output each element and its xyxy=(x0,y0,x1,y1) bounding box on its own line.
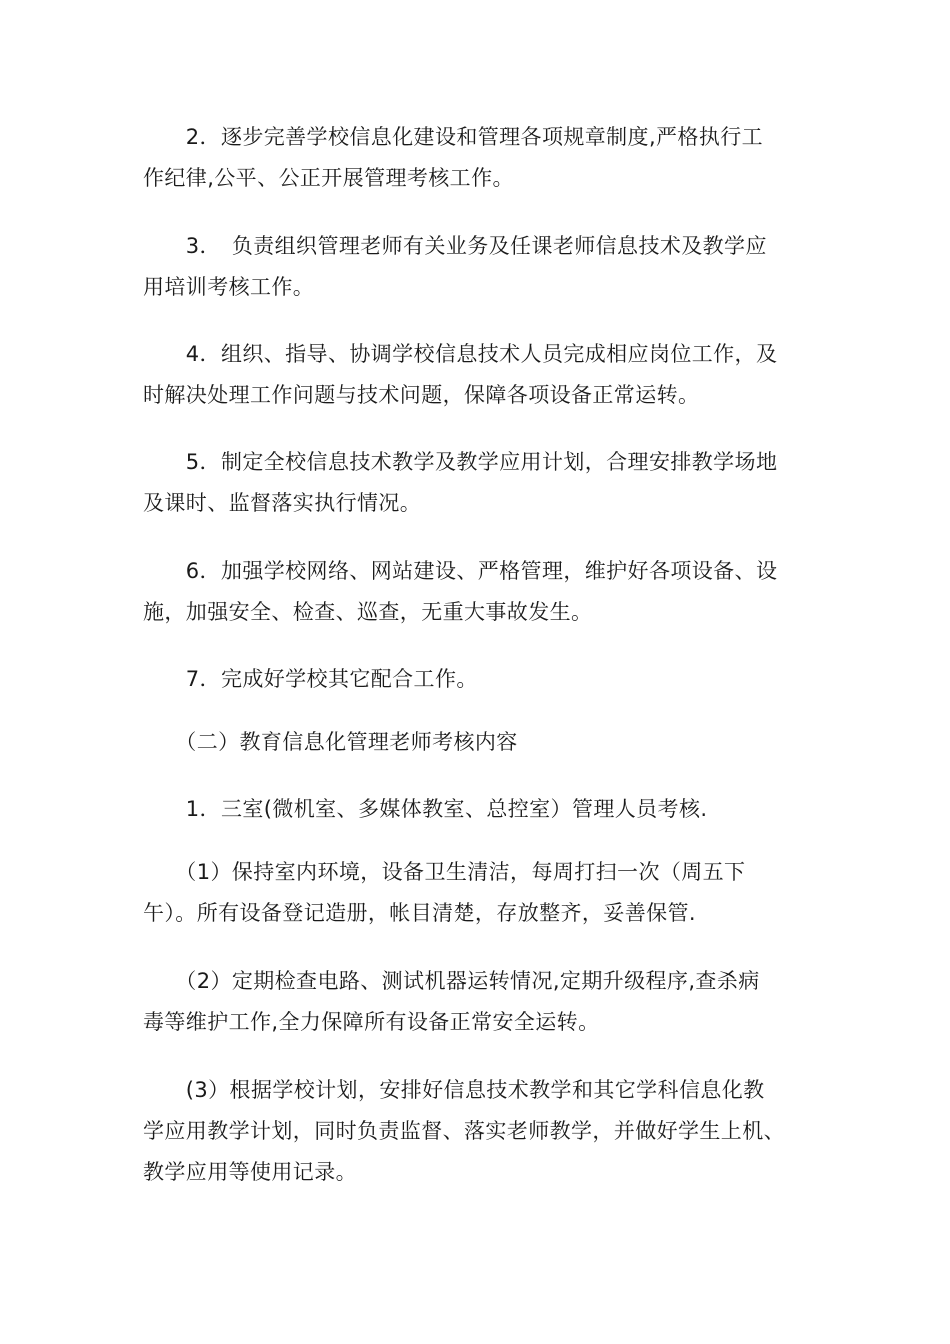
paragraph-line: 时解决处理工作问题与技术问题，保障各项设备正常运转。 xyxy=(143,383,700,407)
paragraph-line: 毒等维护工作,全力保障所有设备正常安全运转。 xyxy=(143,1010,600,1034)
paragraph-line: 4．组织、指导、协调学校信息技术人员完成相应岗位工作，及 xyxy=(143,342,778,366)
paragraph-line: （1）保持室内环境，设备卫生清洁，每周打扫一次（周五下 xyxy=(143,860,746,884)
paragraph-line: 7．完成好学校其它配合工作。 xyxy=(143,667,478,691)
paragraph-5 xyxy=(143,442,823,524)
paragraph-line: 1．三室(微机室、多媒体教室、总控室）管理人员考核. xyxy=(143,797,708,821)
paragraph-4 xyxy=(143,334,823,416)
paragraph-7 xyxy=(143,659,823,700)
paragraph-line: 6．加强学校网络、网站建设、严格管理，维护好各项设备、设 xyxy=(143,559,778,583)
paragraph-line: 2．逐步完善学校信息化建设和管理各项规章制度,严格执行工 xyxy=(143,125,764,149)
paragraph-line: 及课时、监督落实执行情况。 xyxy=(143,491,422,515)
paragraph-line: (3）根据学校计划，安排好信息技术教学和其它学科信息化教 xyxy=(143,1078,765,1102)
paragraph-line: 作纪律,公平、公正开展管理考核工作。 xyxy=(143,166,514,190)
paragraph-line: 施，加强安全、检查、巡查，无重大事故发生。 xyxy=(143,600,593,624)
paragraph-6 xyxy=(143,551,823,633)
heading-line: （二）教育信息化管理老师考核内容 xyxy=(143,730,518,754)
paragraph-line: （2）定期检查电路、测试机器运转情况,定期升级程序,查杀病 xyxy=(143,969,760,993)
paragraph-line: 3． 负责组织管理老师有关业务及任课老师信息技术及教学应 xyxy=(143,234,767,258)
paragraph-3 xyxy=(143,226,823,308)
paragraph-line: 学应用教学计划，同时负责监督、落实老师教学，并做好学生上机、 xyxy=(143,1119,785,1143)
paragraph-subitem-1 xyxy=(143,852,823,934)
paragraph-line: 教学应用等使用记录。 xyxy=(143,1160,357,1184)
paragraph-item-1 xyxy=(143,789,823,830)
paragraph-2 xyxy=(143,117,823,199)
paragraph-line: 午）。所有设备登记造册，帐目清楚，存放整齐，妥善保管. xyxy=(143,901,696,925)
paragraph-line: 用培训考核工作。 xyxy=(143,275,315,299)
paragraph-subitem-3 xyxy=(143,1070,823,1193)
section-heading xyxy=(143,722,823,763)
paragraph-subitem-2 xyxy=(143,961,823,1043)
paragraph-line: 5．制定全校信息技术教学及教学应用计划，合理安排教学场地 xyxy=(143,450,778,474)
